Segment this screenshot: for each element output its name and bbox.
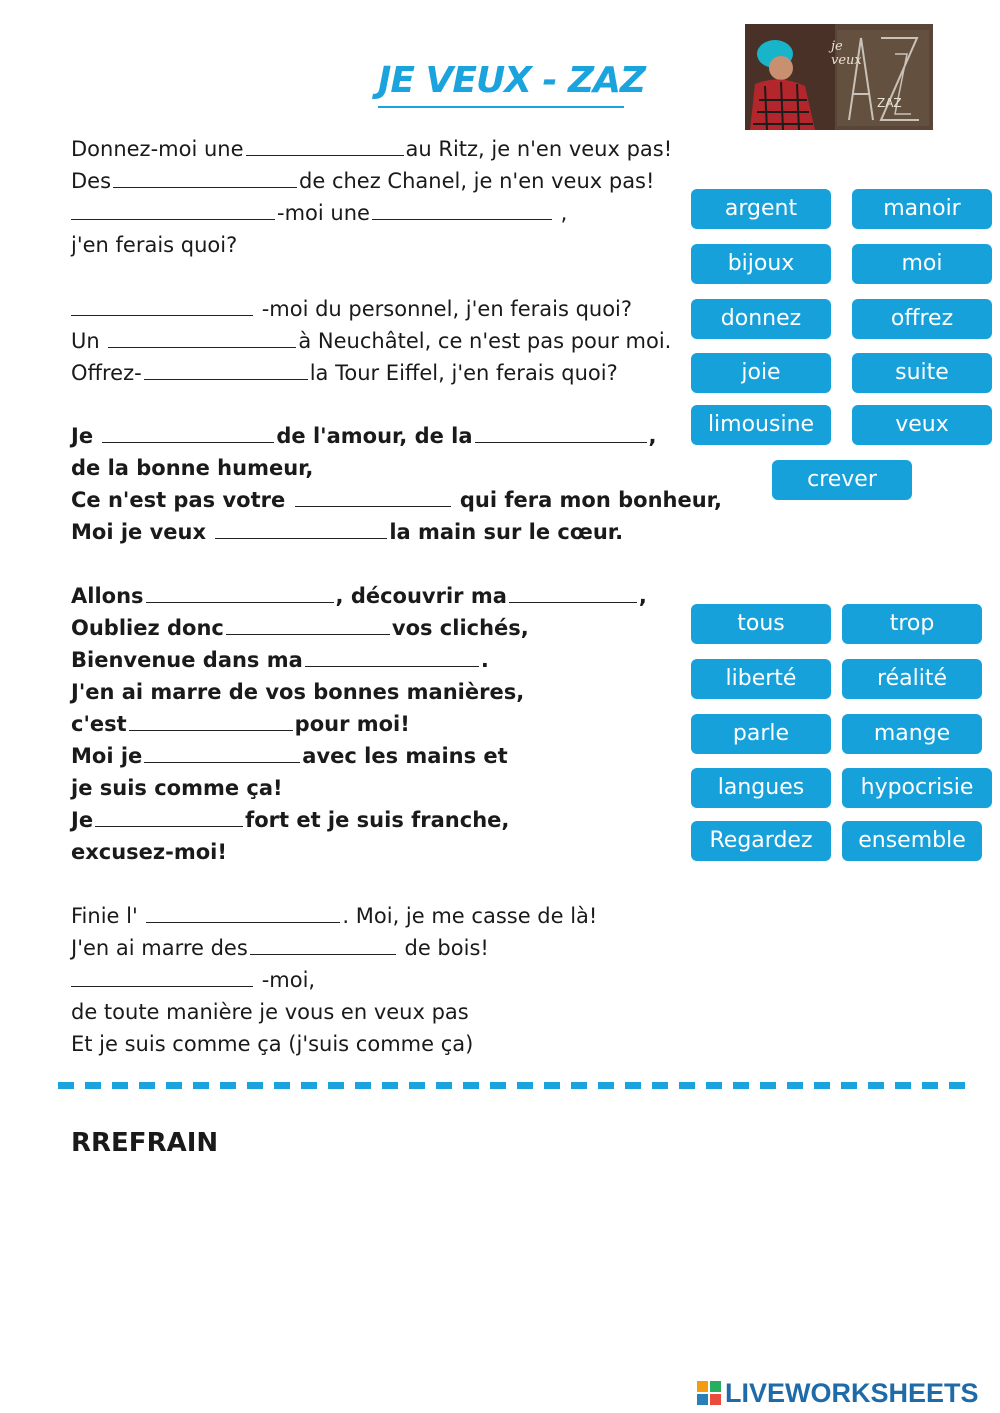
word-chip[interactable]: tous [691,604,831,644]
blank-field[interactable] [113,167,297,188]
word-chip[interactable]: trop [842,604,982,644]
word-chip[interactable]: Regardez [691,821,831,861]
blank-field[interactable] [226,614,390,635]
word-chip[interactable]: langues [691,768,831,808]
blank-field[interactable] [71,966,253,987]
lyric-line: Bienvenue dans ma . [71,648,489,672]
liveworksheets-brand: LIVEWORKSHEETS [725,1377,979,1408]
lyric-line: excusez-moi! [71,840,227,864]
blank-field[interactable] [146,902,340,923]
blank-field[interactable] [102,422,274,443]
word-chip[interactable]: veux [852,405,992,445]
section-divider [58,1082,970,1089]
lyric-line: -moi une , [71,198,567,228]
page-title: JE VEUX - ZAZ [378,56,624,108]
word-chip[interactable]: parle [691,714,831,754]
blank-field[interactable] [146,582,334,603]
lyric-line: Offrez- la Tour Eiffel, j'en ferais quoi? [71,361,618,385]
lyric-line: Je de l'amour, de la , [71,424,657,448]
lyric-line: j'en ferais quoi? [71,233,238,257]
word-chip[interactable]: argent [691,189,831,229]
blank-field[interactable] [295,486,451,507]
lyric-line: J'en ai marre des de bois! [71,936,489,960]
word-chip[interactable]: offrez [852,299,992,339]
liveworksheets-icon [697,1381,721,1405]
lyric-line: Oubliez donc vos clichés, [71,616,529,640]
lyric-line: Moi je avec les mains et [71,744,508,768]
lyric-line: J'en ai marre de vos bonnes manières, [71,680,525,704]
lyric-line: de la bonne humeur, [71,456,314,480]
word-chip[interactable]: liberté [691,659,831,699]
blank-field[interactable] [144,359,308,380]
album-cover-image [745,24,933,130]
blank-field[interactable] [372,199,552,220]
word-chip[interactable]: bijoux [691,244,831,284]
blank-field[interactable] [215,518,387,539]
blank-field[interactable] [509,582,637,603]
cover-script-text: je veux [831,39,862,68]
blank-field[interactable] [108,327,296,348]
blank-field[interactable] [246,135,404,156]
lyric-line: -moi du personnel, j'en ferais quoi? [71,294,632,324]
liveworksheets-logo [697,1376,979,1410]
lyric-line: Des de chez Chanel, je n'en veux pas! [71,169,655,193]
word-chip[interactable]: réalité [842,659,982,699]
blank-field[interactable] [144,742,300,763]
word-chip[interactable]: moi [852,244,992,284]
lyric-line: je suis comme ça! [71,776,283,800]
blank-field[interactable] [129,710,293,731]
lyric-line: Finie l' . Moi, je me casse de là! [71,904,598,928]
lyric-line: Allons , découvrir ma , [71,584,647,608]
word-chip[interactable]: suite [852,353,992,393]
lyric-line: Donnez-moi une au Ritz, je n'en veux pas! [71,137,673,161]
lyric-line: Ce n'est pas votre qui fera mon bonheur, [71,488,722,512]
word-chip[interactable]: crever [772,460,912,500]
blank-field[interactable] [71,295,253,316]
lyric-line: Un à Neuchâtel, ce n'est pas pour moi. [71,329,672,353]
lyric-line: de toute manière je vous en veux pas [71,1000,469,1024]
word-chip[interactable]: mange [842,714,982,754]
word-chip[interactable]: hypocrisie [842,768,992,808]
lyric-line: -moi, [71,965,315,995]
blank-field[interactable] [475,422,647,443]
cover-brand-text: ZAZ [877,96,902,110]
lyric-line: c'est pour moi! [71,712,410,736]
blank-field[interactable] [305,646,479,667]
lyric-line: Moi je veux la main sur le cœur. [71,520,624,544]
blank-field[interactable] [95,806,243,827]
lyric-line: Et je suis comme ça (j'suis comme ça) [71,1032,474,1056]
word-chip[interactable]: donnez [691,299,831,339]
lyric-line: Je fort et je suis franche, [71,808,510,832]
word-chip[interactable]: ensemble [842,821,982,861]
refrain-heading: RREFRAIN [71,1128,219,1158]
word-chip[interactable]: limousine [691,405,831,445]
word-chip[interactable]: manoir [852,189,992,229]
blank-field[interactable] [71,199,275,220]
word-chip[interactable]: joie [691,353,831,393]
blank-field[interactable] [250,934,396,955]
